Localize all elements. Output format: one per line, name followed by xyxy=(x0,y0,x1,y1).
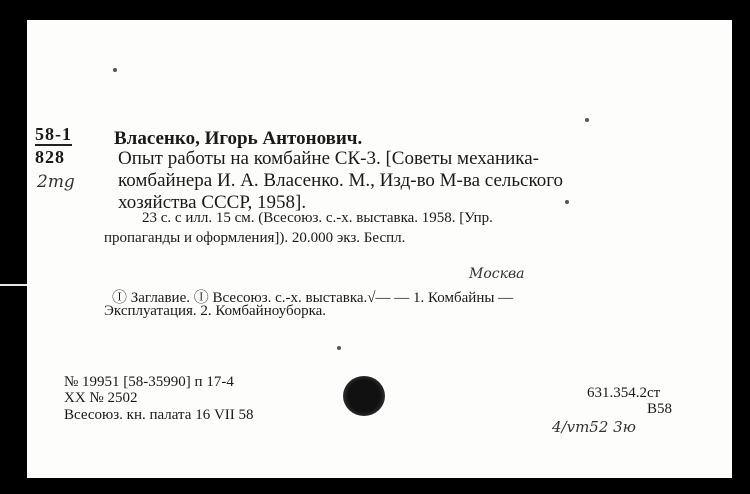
call-number-line2: 828 xyxy=(35,147,65,167)
classification-code: 631.354.2ст xyxy=(587,385,661,401)
call-number-handwritten: 2mg xyxy=(37,172,75,192)
speck xyxy=(113,68,117,72)
speck xyxy=(565,200,569,204)
series-number-line: XX № 2502 xyxy=(64,390,138,406)
description-line-2: пропаганды и оформления]). 20.000 экз. Беспл. xyxy=(104,230,406,246)
chamber-date-line: Всесоюз. кн. палата 16 VII 58 xyxy=(64,407,254,423)
handwritten-shelf-note: 4/vm52 3ю xyxy=(552,418,636,436)
speck xyxy=(585,118,589,122)
author-mark: B58 xyxy=(647,401,673,417)
speck xyxy=(337,346,341,350)
title-line-3: хозяйства СССР, 1958]. xyxy=(118,192,307,213)
handwritten-insert: Москва xyxy=(469,266,525,282)
title-line-2: комбайнера И. А. Власенко. М., Изд-во М-ва сельского xyxy=(118,170,564,191)
author-heading: Власенко, Игорь Антонович. xyxy=(114,128,363,149)
scan-edge-line xyxy=(0,284,28,286)
title-line-1: Опыт работы на комбайне СК-3. [Советы механика- xyxy=(118,148,539,169)
tracings-line-1: Ⓘ Заглавие. Ⓘ Всесоюз. с.-х. выставка.√— — 1. Комбайны — xyxy=(112,290,514,306)
call-number-line1: 58-1 xyxy=(35,124,72,144)
tracings-line-2: Эксплуатация. 2. Комбайноуборка. xyxy=(104,303,327,319)
catalog-card xyxy=(27,20,732,478)
description-line-1: 23 с. с илл. 15 см. (Всесоюз. с.-х. выставка. 1958. [Упр. xyxy=(142,210,493,226)
card-number-line: № 19951 [58-35990] п 17-4 xyxy=(64,374,234,390)
punch-hole xyxy=(343,376,385,416)
